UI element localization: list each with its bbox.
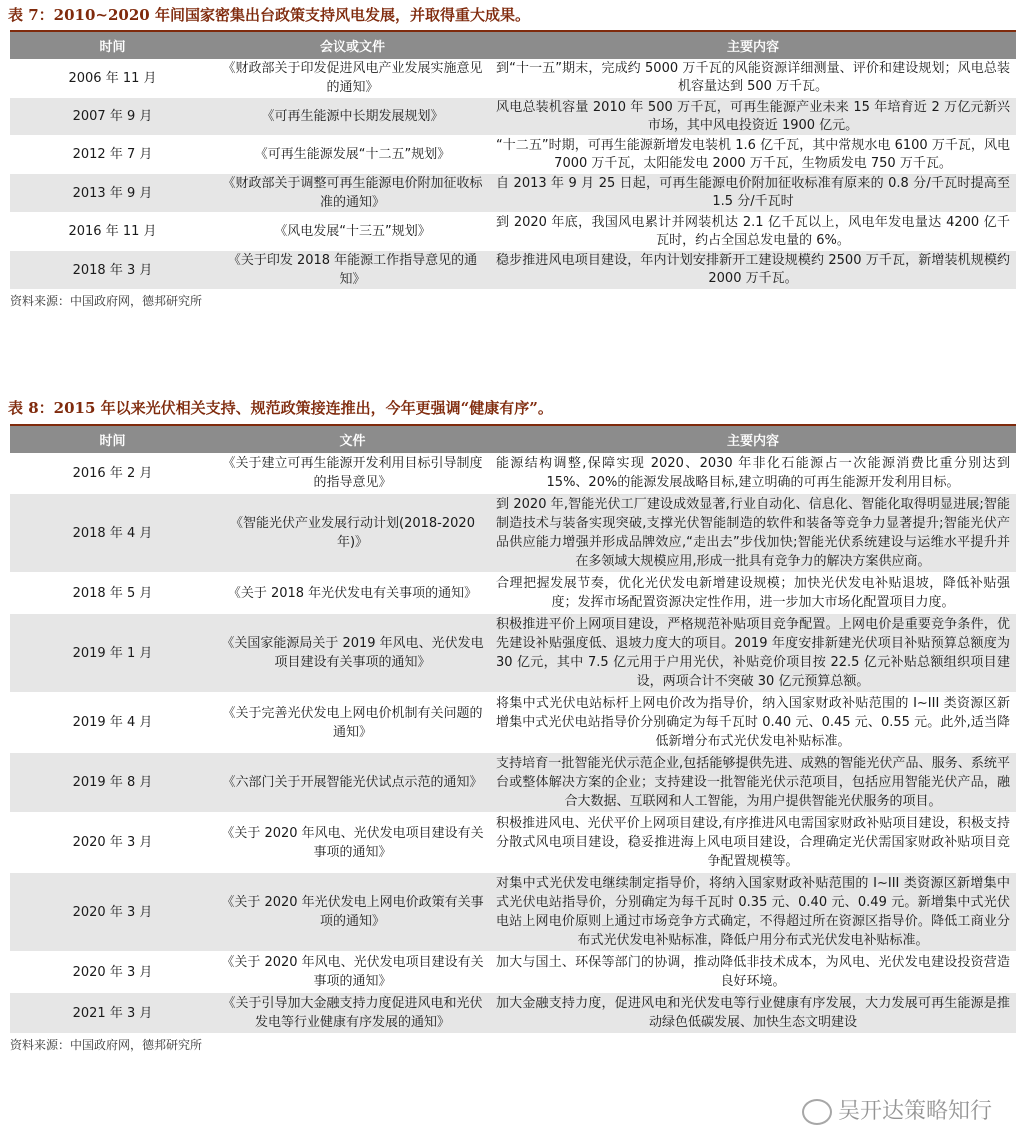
table-row [10, 873, 1016, 952]
doc-cell: 《关于 2020 年风电、光伏发电项目建设有关事项的通知》 [215, 813, 490, 873]
table8-header-content: 主要内容 [490, 425, 1016, 453]
content-cell: 支持培育一批智能光伏示范企业,包括能够提供先进、成熟的智能光伏产品、服务、系统平台或整体解决方案的企业；支持建设一批智能光伏示范项目，包括应用智能光伏产品，融合大数据、互联网和人工智能，为用户提供智能光伏服务的项目。 [490, 753, 1016, 813]
time-cell: 2020 年 3 月 [10, 873, 215, 952]
table8-header-doc: 文件 [215, 425, 490, 453]
table8-header-time: 时间 [10, 425, 215, 453]
time-cell: 2021 年 3 月 [10, 993, 215, 1034]
content-cell: 风电总装机容量 2010 年 500 万千瓦，可再生能源产业未来 15 年培育近 2 万亿元新兴市场，其中风电投资近 1900 亿元。 [490, 98, 1016, 136]
doc-cell: 《关于 2018 年光伏发电有关事项的通知》 [215, 573, 490, 614]
doc-cell: 《关国家能源局关于 2019 年风电、光伏发电项目建设有关事项的通知》 [215, 614, 490, 693]
doc-cell: 《财政部关于印发促进风电产业发展实施意见的通知》 [215, 59, 490, 98]
table-row [10, 136, 1016, 174]
table-row [10, 952, 1016, 993]
table7-source: 资料来源：中国政府网，德邦研究所 [10, 294, 203, 308]
doc-cell: 《六部门关于开展智能光伏试点示范的通知》 [215, 753, 490, 813]
table7-body [10, 59, 1016, 290]
table-row [10, 813, 1016, 873]
table8 [10, 424, 1016, 1034]
doc-cell: 《关于完善光伏发电上网电价机制有关问题的通知》 [215, 693, 490, 753]
doc-cell: 《风电发展“十三五”规划》 [215, 213, 490, 251]
doc-cell: 《可再生能源中长期发展规划》 [215, 98, 490, 136]
content-cell: 到 2020 年,智能光伏工厂建设成效显著,行业自动化、信息化、智能化取得明显进展;智能制造技术与装备实现突破,支撑光伏智能制造的软件和装备等竞争力显著提升;智能光伏产品供应能力增强并形成品牌效应,“走出去”步伐加快;智能光伏系统建设与运维水平提升并在多领域大规模应用,形成一批具有竞争力的解决方案供应商。 [490, 494, 1016, 573]
doc-cell: 《智能光伏产业发展行动计划(2018-2020 年)》 [215, 494, 490, 573]
table7-header-row [10, 31, 1016, 59]
table8-source: 资料来源：中国政府网，德邦研究所 [10, 1038, 203, 1052]
doc-cell: 《关于引导加大金融支持力度促进风电和光伏发电等行业健康有序发展的通知》 [215, 993, 490, 1034]
table-row [10, 59, 1016, 98]
time-cell: 2019 年 1 月 [10, 614, 215, 693]
time-cell: 2019 年 4 月 [10, 693, 215, 753]
time-cell: 2020 年 3 月 [10, 813, 215, 873]
time-cell: 2020 年 3 月 [10, 952, 215, 993]
time-cell: 2018 年 4 月 [10, 494, 215, 573]
content-cell: “十二五”时期，可再生能源新增发电装机 1.6 亿千瓦，其中常规水电 6100 万千瓦，风电 7000 万千瓦，太阳能发电 2000 万千瓦，生物质发电 750 万千瓦。 [490, 136, 1016, 174]
time-cell: 2018 年 5 月 [10, 573, 215, 614]
table-row [10, 693, 1016, 753]
content-cell: 自 2013 年 9 月 25 日起，可再生能源电价附加征收标准有原来的 0.8 分/千瓦时提高至 1.5 分/千瓦时 [490, 174, 1016, 213]
content-cell: 积极推进平价上网项目建设，严格规范补贴项目竞争配置。上网电价是重要竞争条件，优先建设补贴强度低、退坡力度大的项目。2019 年度安排新建光伏项目补贴预算总额度为 30 亿元，其中 7.5 亿元用于户用光伏，补贴竞价项目按 22.5 亿元补贴总额组织项目建设，两项合计不突破 30 亿元预算总额。 [490, 614, 1016, 693]
content-cell: 能源结构调整,保障实现 2020、2030 年非化石能源占一次能源消费比重分别达到 15%、20%的能源发展战略目标,建立明确的可再生能源开发利用目标。 [490, 453, 1016, 494]
table-row [10, 174, 1016, 213]
doc-cell: 《财政部关于调整可再生能源电价附加征收标准的通知》 [215, 174, 490, 213]
table-row [10, 98, 1016, 136]
doc-cell: 《关于 2020 年风电、光伏发电项目建设有关事项的通知》 [215, 952, 490, 993]
time-cell: 2016 年 11 月 [10, 213, 215, 251]
table-row [10, 251, 1016, 290]
table7 [10, 30, 1016, 290]
content-cell: 合理把握发展节奏，优化光伏发电新增建设规模；加快光伏发电补贴退坡，降低补贴强度；发挥市场配置资源决定性作用，进一步加大市场化配置项目力度。 [490, 573, 1016, 614]
wechat-icon [802, 1099, 832, 1125]
table-row [10, 453, 1016, 494]
doc-cell: 《关于 2020 年光伏发电上网电价政策有关事项的通知》 [215, 873, 490, 952]
time-cell: 2006 年 11 月 [10, 59, 215, 98]
table8-caption: 表 8：2015 年以来光伏相关支持、规范政策接连推出，今年更强调“健康有序”。 [8, 399, 553, 417]
table-row [10, 494, 1016, 573]
time-cell: 2012 年 7 月 [10, 136, 215, 174]
table-row [10, 213, 1016, 251]
time-cell: 2018 年 3 月 [10, 251, 215, 290]
content-cell: 加大与国土、环保等部门的协调，推动降低非技术成本，为风电、光伏发电建设投资营造良好环境。 [490, 952, 1016, 993]
watermark [802, 1094, 992, 1125]
content-cell: 积极推进风电、光伏平价上网项目建设,有序推进风电需国家财政补贴项目建设，积极支持分散式风电项目建设，稳妥推进海上风电项目建设，合理确定光伏需国家财政补贴项目竞争配置规模等。 [490, 813, 1016, 873]
content-cell: 到“十一五”期末，完成约 5000 万千瓦的风能资源详细测量、评价和建设规划；风电总装机容量达到 500 万千瓦。 [490, 59, 1016, 98]
content-cell: 到 2020 年底，我国风电累计并网装机达 2.1 亿千瓦以上，风电年发电量达 4200 亿千瓦时，约占全国总发电量的 6%。 [490, 213, 1016, 251]
table-row [10, 753, 1016, 813]
time-cell: 2007 年 9 月 [10, 98, 215, 136]
time-cell: 2016 年 2 月 [10, 453, 215, 494]
table7-caption: 表 7：2010~2020 年间国家密集出台政策支持风电发展，并取得重大成果。 [8, 6, 530, 24]
doc-cell: 《关于建立可再生能源开发利用目标引导制度的指导意见》 [215, 453, 490, 494]
table7-header-time: 时间 [10, 31, 215, 59]
time-cell: 2019 年 8 月 [10, 753, 215, 813]
table7-header-content: 主要内容 [490, 31, 1016, 59]
doc-cell: 《可再生能源发展“十二五”规划》 [215, 136, 490, 174]
table7-header-doc: 会议或文件 [215, 31, 490, 59]
content-cell: 将集中式光伏电站标杆上网电价改为指导价，纳入国家财政补贴范围的 I~III 类资源区新增集中式光伏电站指导价分别确定为每千瓦时 0.40 元、0.45 元、0.55 元。此外,适当降低新增分布式光伏发电补贴标准。 [490, 693, 1016, 753]
watermark-text: 吴开达策略知行 [837, 1099, 992, 1124]
time-cell: 2013 年 9 月 [10, 174, 215, 213]
content-cell: 对集中式光伏发电继续制定指导价，将纳入国家财政补贴范围的 I~III 类资源区新增集中式光伏电站指导价，分别确定为每千瓦时 0.35 元、0.40 元、0.49 元。新增集中式光伏电站上网电价原则上通过市场竞争方式确定，不得超过所在资源区指导价。降低工商业分布式光伏发电补贴标准，降低户用分布式光伏发电补贴标准。 [490, 873, 1016, 952]
table8-header-row [10, 425, 1016, 453]
table-row [10, 614, 1016, 693]
table-row [10, 573, 1016, 614]
table8-body [10, 453, 1016, 1034]
doc-cell: 《关于印发 2018 年能源工作指导意见的通知》 [215, 251, 490, 290]
content-cell: 稳步推进风电项目建设，年内计划安排新开工建设规模约 2500 万千瓦，新增装机规模约 2000 万千瓦。 [490, 251, 1016, 290]
table-row [10, 993, 1016, 1034]
content-cell: 加大金融支持力度，促进风电和光伏发电等行业健康有序发展，大力发展可再生能源是推动绿色低碳发展、加快生态文明建设 [490, 993, 1016, 1034]
